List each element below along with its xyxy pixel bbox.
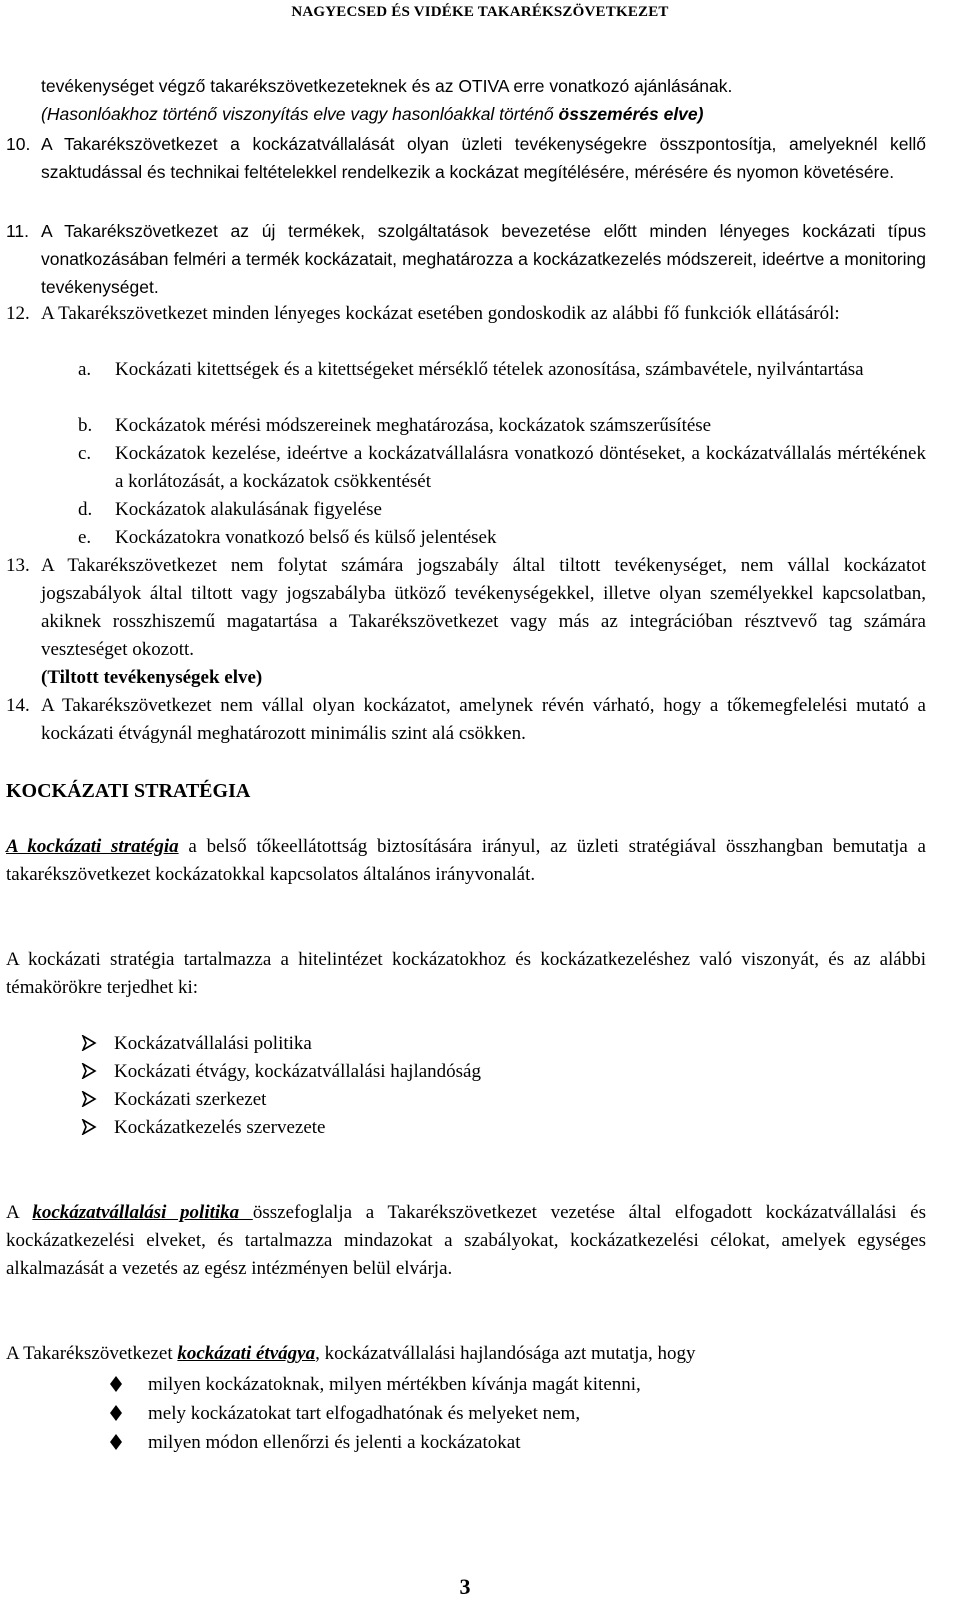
intro-italic-text: (Hasonlóakhoz történő viszonyítás elve vagy hasonlóakkal történő <box>41 104 559 124</box>
arrowhead-bullet-icon <box>78 1058 100 1086</box>
risk-appetite-text: , kockázatvállalási hajlandósága azt mutatja, hogy <box>315 1343 696 1364</box>
intro-line-1: tevékenységet végző takarékszövetkezeteknek és az OTIVA erre vonatkozó ajánlásának. <box>41 76 733 96</box>
section-title: KOCKÁZATI STRATÉGIA <box>6 780 251 802</box>
list-item-text: A Takarékszövetkezet az új termékek, szolgáltatások bevezetése előtt minden lényeges kockázati típus vonatkozásában felméri a termék kockázatait, meghatározza a kockázatkezelés módszereit, ideértve a monitoring tevékenységet. <box>41 221 926 297</box>
diamond-bullet-icon <box>105 1429 127 1457</box>
strategy-text: a belső tőkeellátottság biztosítására irányul, az üzleti stratégiával összhangban bemutatja a takarékszövetkezet kockázatokkal kapcsolatos általános irányvonalát. <box>6 836 931 885</box>
list-item-number: 11. <box>6 221 30 241</box>
arrowhead-bullet-icon <box>78 1086 100 1114</box>
risk-appetite-prefix: A Takarékszövetkezet <box>6 1343 178 1364</box>
list-item-number: 14. <box>6 695 30 716</box>
diamond-bullet-icon <box>105 1371 127 1399</box>
intro-bold-italic-text: összemérés elve) <box>558 104 704 124</box>
diamond-bullet-icon <box>105 1400 127 1428</box>
diamond-bullet-text: milyen kockázatoknak, milyen mértékben kívánja magát kitenni, <box>148 1374 641 1395</box>
arrowhead-bullet-icon <box>78 1030 100 1058</box>
sub-item-text: Kockázatok mérési módszereinek meghatározása, kockázatok számszerűsítése <box>115 415 712 436</box>
principle-label: (Tiltott tevékenységek elve) <box>41 667 263 688</box>
risk-appetite-term: kockázati étvágya <box>177 1343 316 1364</box>
sub-item-letter: d. <box>78 499 93 520</box>
list-item-number: 12. <box>6 303 30 324</box>
diamond-bullet-text: milyen módon ellenőrzi és jelenti a kockázatokat <box>148 1432 521 1453</box>
risk-policy-paragraph <box>6 1199 931 1283</box>
page-number: 3 <box>459 1574 471 1599</box>
risk-policy-prefix: A <box>6 1202 33 1223</box>
list-item-text: A Takarékszövetkezet nem folytat számára jogszabály által tiltott tevékenységet, nem vállal kockázatot jogszabályok által tiltott vagy jogszabályba ütköző tevékenységekkel, illetve olyan személyekkel kapcsolatban, akiknek rosszhiszemű magatartása a Takarékszövetkezet vagy más az integrációban résztvevő tag számára veszteséget okozott. <box>41 555 926 660</box>
arrow-bullet-text: Kockázatvállalási politika <box>114 1033 312 1054</box>
page-header: NAGYECSED ÉS VIDÉKE TAKARÉKSZÖVETKEZET <box>291 4 669 20</box>
sub-item-letter: e. <box>78 527 92 548</box>
arrow-bullet-text: Kockázatkezelés szervezete <box>114 1117 326 1138</box>
sub-item-text: Kockázatokra vonatkozó belső és külső jelentések <box>115 527 497 548</box>
risk-appetite-paragraph <box>6 1340 926 1368</box>
arrow-bullet-text: Kockázati szerkezet <box>114 1089 267 1110</box>
sub-item-text: Kockázatok alakulásának figyelése <box>115 499 382 520</box>
sub-item-text: Kockázatok kezelése, ideértve a kockázatvállalásra vonatkozó döntéseket, a kockázatvállalás mértékének a korlátozását, a kockázatok csökkentését <box>115 443 926 492</box>
arrow-bullet-text: Kockázati étvágy, kockázatvállalási hajlandóság <box>114 1061 481 1082</box>
list-item-number: 13. <box>6 555 30 576</box>
risk-policy-term: kockázatvállalási politika <box>32 1202 253 1223</box>
arrowhead-bullet-icon <box>78 1114 100 1142</box>
list-item-text: A Takarékszövetkezet minden lényeges kockázat esetében gondoskodik az alábbi fő funkciók ellátásáról: <box>41 303 840 324</box>
sub-item-text: Kockázati kitettségek és a kitettségeket mérséklő tételek azonosítása, számbavétele, nyilvántartása <box>115 359 864 380</box>
list-item-number: 10. <box>6 134 31 154</box>
risk-policy-text: összefoglalja a Takarékszövetkezet vezetése által elfogadott kockázatvállalási és kockázatkezelési elveket, és tartalmazza mindazokat a szabályokat, kockázatkezelési célokat, amelyek egységes alkalmazását a vezetés az egész intézményen belül elvárja. <box>6 1202 931 1279</box>
sub-item-letter: a. <box>78 359 92 380</box>
list-item-text: A Takarékszövetkezet nem vállal olyan kockázatot, amelynek révén várható, hogy a tőkemegfelelési mutató a kockázati étvágynál meghatározott minimális szint alá csökken. <box>41 695 926 744</box>
strategy-term: A kockázati stratégia <box>6 836 179 857</box>
sub-item-letter: c. <box>78 443 92 464</box>
sub-item-letter: b. <box>78 415 93 436</box>
intro-line-2 <box>41 100 926 128</box>
list-item-text: A Takarékszövetkezet a kockázatvállalását olyan üzleti tevékenységekre összpontosítja, amelyeknél kellő szaktudással és technikai feltételekkel rendelkezik a kockázat megítélésére, mérésére és nyomon követésére. <box>41 134 926 182</box>
strategy-paragraph <box>6 833 931 889</box>
strategy-contents-paragraph: A kockázati stratégia tartalmazza a hitelintézet kockázatokhoz és kockázatkezeléshez való viszonyát, és az alábbi témakörökre terjedhet ki: <box>6 949 926 998</box>
diamond-bullet-text: mely kockázatokat tart elfogadhatónak és melyeket nem, <box>148 1403 581 1424</box>
